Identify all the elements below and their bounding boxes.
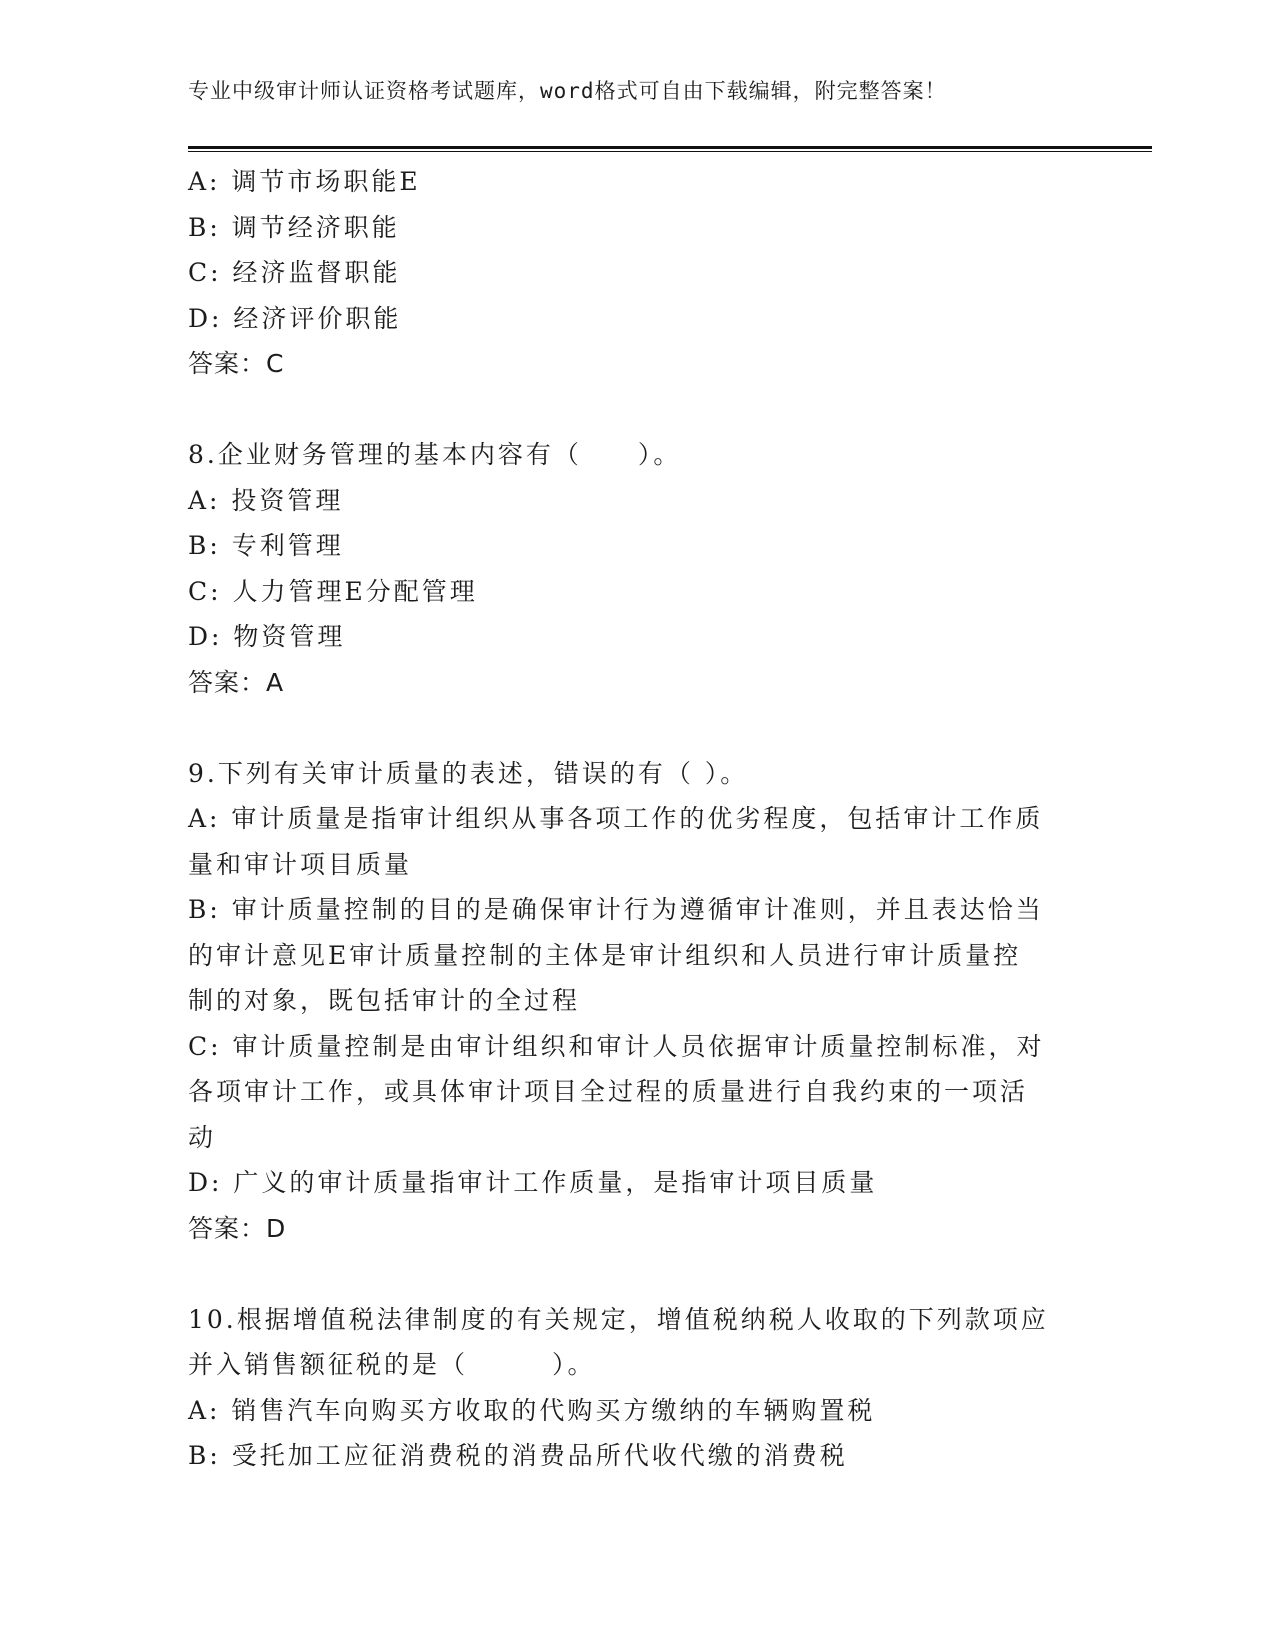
question-line: A: 销售汽车向购买方收取的代购买方缴纳的车辆购置税 (188, 1395, 876, 1425)
question-block (188, 432, 1088, 705)
question-line: A: 审计质量是指审计组织从事各项工作的优劣程度，包括审计工作质 (188, 804, 1044, 833)
question-line: 制的对象，既包括审计的全过程 (188, 986, 581, 1015)
question-line: D: 物资管理 (188, 622, 346, 651)
question-line: 并入销售额征税的是（ ）。 (188, 1350, 596, 1379)
question-line: B: 调节经济职能 (188, 212, 400, 242)
question-block (188, 159, 1088, 387)
question-line: 动 (188, 1122, 217, 1152)
question-line: C: 人力管理E分配管理 (188, 576, 478, 606)
answer-line: 答案：A (188, 667, 285, 697)
question-line: B: 专利管理 (188, 531, 344, 560)
question-line: D: 广义的审计质量指审计工作质量，是指审计项目质量 (188, 1168, 878, 1197)
question-block (188, 751, 1088, 1252)
question-line: D: 经济评价职能 (188, 303, 402, 333)
question-line: B: 审计质量控制的目的是确保审计行为遵循审计准则，并且表达恰当 (188, 895, 1044, 924)
question-line: 9.下列有关审计质量的表述，错误的有（ ）。 (188, 758, 749, 788)
question-line: B: 受托加工应征消费税的消费品所代收代缴的消费税 (188, 1441, 848, 1470)
answer-line: 答案：D (188, 1213, 287, 1243)
question-line: 10.根据增值税法律制度的有关规定，增值税纳税人收取的下列款项应 (188, 1304, 1049, 1334)
question-line: 各项审计工作，或具体审计项目全过程的质量进行自我约束的一项活 (188, 1077, 1029, 1106)
block-gap (188, 705, 1088, 751)
question-block (188, 1297, 1088, 1479)
answer-line: 答案：C (188, 349, 285, 378)
question-line: C: 经济监督职能 (188, 258, 401, 287)
question-line: A: 调节市场职能E (188, 167, 421, 196)
question-line: 量和审计项目质量 (188, 849, 413, 879)
header-rule-thin (188, 151, 1152, 152)
question-line: A: 投资管理 (188, 485, 344, 515)
header-rule-thick (188, 146, 1152, 149)
block-gap (188, 387, 1088, 433)
block-gap (188, 1251, 1088, 1297)
question-line: 的审计意见E审计质量控制的主体是审计组织和人员进行审计质量控 (188, 940, 1022, 970)
page-header: 专业中级审计师认证资格考试题库，word格式可自由下载编辑，附完整答案！ (188, 79, 947, 103)
question-line: C: 审计质量控制是由审计组织和审计人员依据审计质量控制标准，对 (188, 1031, 1045, 1061)
question-content (188, 159, 1088, 1479)
question-line: 8.企业财务管理的基本内容有（ ）。 (188, 440, 682, 469)
